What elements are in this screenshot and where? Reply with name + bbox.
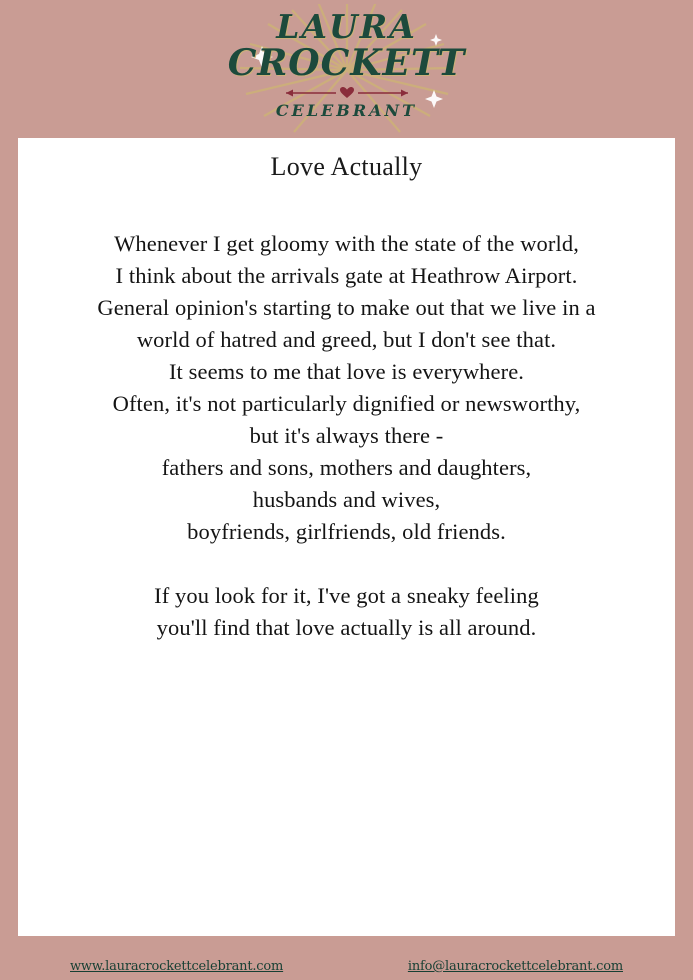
footer-website-link[interactable]: www.lauracrockettcelebrant.com <box>70 959 284 974</box>
brand-logo <box>222 4 472 134</box>
poem-line: world of hatred and greed, but I don't see that. <box>136 327 557 352</box>
brand-line-2: CROCKETT <box>227 41 466 84</box>
poem-line: I think about the arrivals gate at Heathrow Airport. <box>115 263 578 288</box>
brand-line-3: CELEBRANT <box>275 101 418 121</box>
poem-line: husbands and wives, <box>252 487 441 512</box>
stanza-gap <box>42 548 651 580</box>
poem-line: fathers and sons, mothers and daughters, <box>161 455 532 480</box>
poem-line: but it's always there - <box>249 423 444 448</box>
poem-line: If you look for it, I've got a sneaky feeling <box>154 583 539 608</box>
brand-line-1: LAURA <box>276 7 417 46</box>
poem-line: boyfriends, girlfriends, old friends. <box>187 519 506 544</box>
footer-email-link[interactable]: info@lauracrockettcelebrant.com <box>407 959 623 974</box>
poem-line: General opinion's starting to make out that we live in a <box>97 295 596 320</box>
document-page <box>18 138 675 936</box>
poem-line: Whenever I get gloomy with the state of the world, <box>114 231 579 256</box>
brand-wordmark <box>222 7 472 121</box>
poem-body <box>42 228 651 644</box>
document-header <box>0 0 693 138</box>
document-footer <box>0 936 693 980</box>
arrow-heart-divider-icon <box>272 86 422 100</box>
poem-line: Often, it's not particularly dignified or newsworthy, <box>112 391 581 416</box>
page-title: Love Actually <box>270 152 423 181</box>
poem-line: It seems to me that love is everywhere. <box>168 359 525 384</box>
poem-line: you'll find that love actually is all around. <box>156 615 537 640</box>
